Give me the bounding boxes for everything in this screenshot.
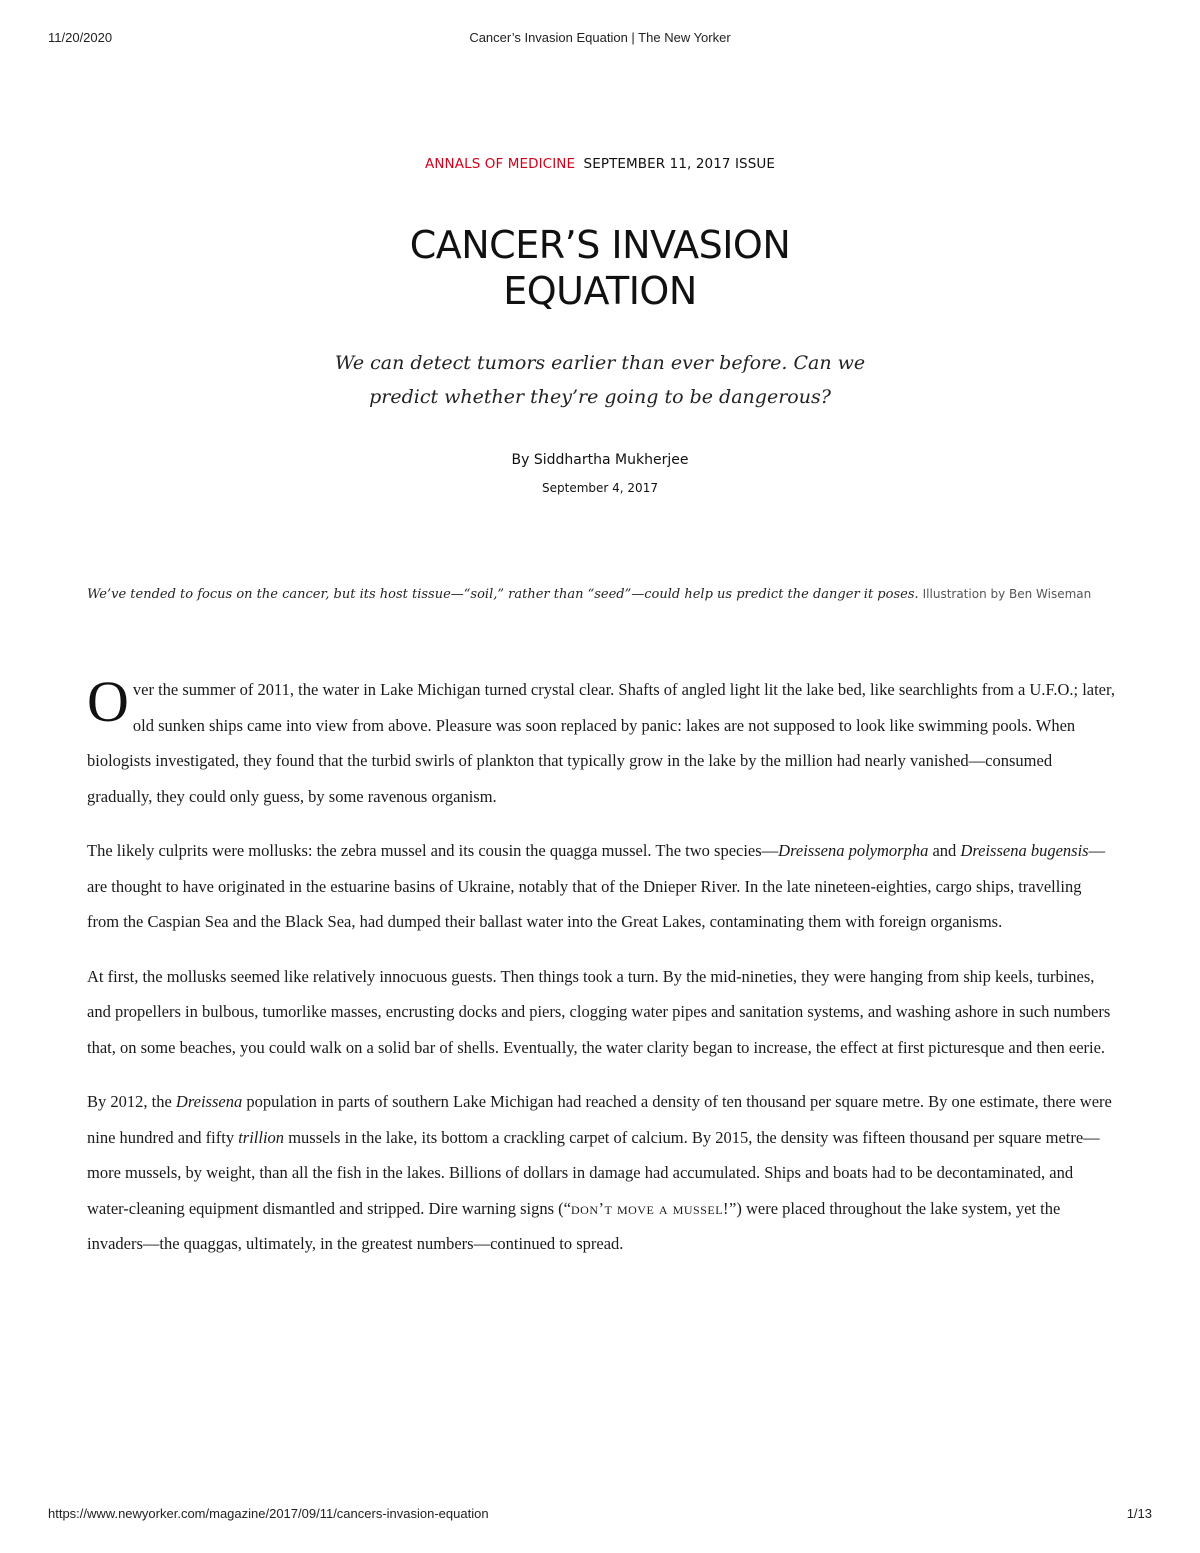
paragraph-4-text-a: By 2012, the [87, 1092, 176, 1111]
dek-line-2: predict whether they’re going to be dangerous? [369, 386, 831, 408]
species-name: Dreissena bugensis [960, 841, 1089, 860]
headline-line-1: CANCER’S INVASION [409, 223, 791, 267]
paragraph-2 [87, 833, 1117, 940]
paragraph-4-text-c: mussels in the lake, its bottom a crackling carpet of calcium. By 2015, the density was fifteen thousand per square metre—more mussels, by weight, than all the fish in the lakes. Billions of dollars in damage had accumulated. Ships and boats had to be decontaminated, and water-cleaning equipment dismantled and stripped. Dire warning signs (“ [87, 1127, 1100, 1218]
paragraph-4-text-b: population in parts of southern Lake Michigan had reached a density of ten thousand per square metre. By one estimate, there were nine hundred and fifty [87, 1092, 1112, 1147]
headline [0, 222, 1200, 314]
paragraph-3: At first, the mollusks seemed like relatively innocuous guests. Then things took a turn. By the mid-nineties, they were hanging from ship keels, turbines, and propellers in bulbous, tumorlike masses, encrusting docks and piers, clogging water pipes and sanitation systems, and washing ashore in such numbers that, on some beaches, you could walk on a solid bar of shells. Eventually, the water clarity began to increase, the effect at first picturesque and then eerie. [87, 966, 1111, 1057]
byline[interactable]: By Siddhartha Mukherjee [511, 452, 689, 468]
dek-line-1: We can detect tumors earlier than ever before. Can we [334, 352, 866, 374]
headline-line-2: EQUATION [503, 269, 697, 313]
paragraph-2-text-a: The likely culprits were mollusks: the zebra mussel and its cousin the quagga mussel. The two species— [87, 841, 779, 860]
warning-sign-text: don’t move a mussel! [571, 1198, 730, 1218]
print-url[interactable]: https://www.newyorker.com/magazine/2017/09/11/cancers-invasion-equation [48, 1506, 489, 1521]
drop-cap: O [87, 669, 129, 734]
rubric [0, 156, 1200, 172]
print-page-number: 1/13 [1126, 1506, 1152, 1521]
print-date: 11/20/2020 [48, 30, 113, 45]
species-name: Dreissena polymorpha [778, 841, 929, 860]
paragraph-2-text-c: —are thought to have originated in the estuarine basins of Ukraine, notably that of the Dnieper River. In the late nineteen-eighties, cargo ships, travelling from the Caspian Sea and the Black Sea, had dumped their ballast water into the Great Lakes, contaminating them with foreign organisms. [87, 841, 1106, 931]
publish-date: September 4, 2017 [542, 481, 658, 495]
genus-name: Dreissena [175, 1092, 243, 1111]
image-caption [87, 582, 1117, 607]
caption-text: We’ve tended to focus on the cancer, but its host tissue—“soil,” rather than “seed”—could help us predict the danger it poses. [87, 587, 919, 602]
paragraph-1-text: ver the summer of 2011, the water in Lake Michigan turned crystal clear. Shafts of angled light lit the lake bed, like searchlights from a U.F.O.; later, old sunken ships came into view from above. Pleasure was soon replaced by panic: lakes are not supposed to look like swimming pools. When biologists investigated, they found that the turbid swirls of plankton that typically grow in the lake by the million had nearly vanished—consumed gradually, they could only guess, by some ravenous organism. [87, 680, 1115, 806]
paragraph-1 [87, 669, 1117, 814]
paragraph-4 [87, 1084, 1117, 1262]
caption-credit: Illustration by Ben Wiseman [922, 587, 1092, 601]
print-footer [0, 1506, 1200, 1526]
dek [300, 346, 900, 414]
issue-label[interactable]: SEPTEMBER 11, 2017 ISSUE [583, 156, 775, 172]
section-link[interactable]: ANNALS OF MEDICINE [425, 156, 576, 172]
article-body [87, 669, 1117, 1281]
print-page-title: Cancer’s Invasion Equation | The New Yorker [469, 30, 731, 45]
emphasis-trillion: trillion [238, 1127, 285, 1147]
print-header [0, 30, 1200, 50]
paragraph-2-text-b: and [928, 841, 961, 860]
paragraph-4-text-d: ”) were placed throughout the lake system, yet the invaders—the quaggas, ultimately, in the greatest numbers—continued to spread. [87, 1198, 1061, 1253]
